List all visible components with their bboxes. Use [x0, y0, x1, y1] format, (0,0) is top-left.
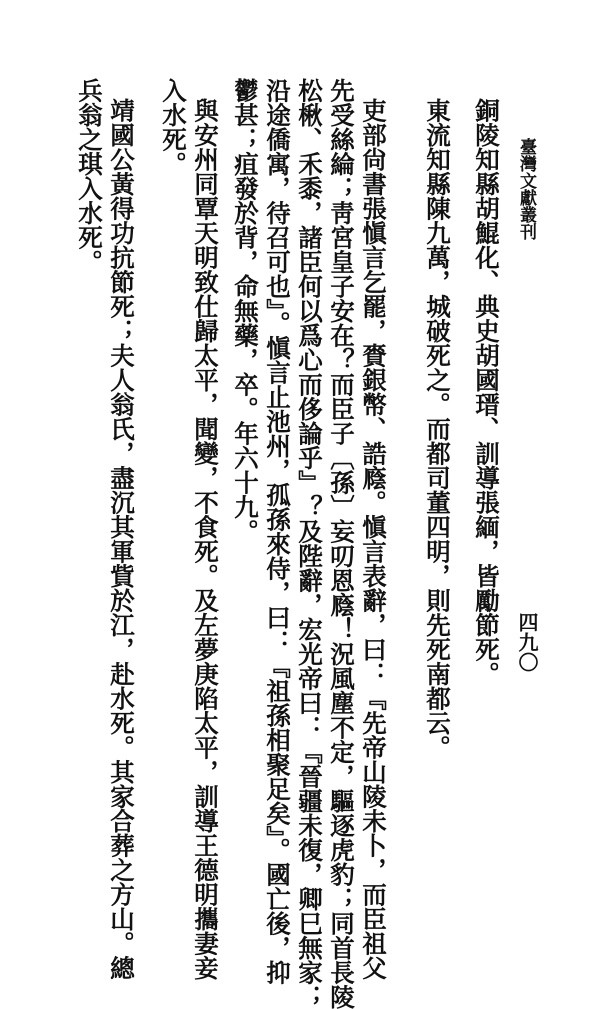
running-title: 臺灣文獻叢刊: [516, 138, 536, 240]
text-column: 沿途僑寓，待召可也』。愼言止池州，孤孫來侍，曰：『祖孫相聚足矣』。國亡後，抑: [263, 78, 292, 985]
text-column: 與安州同覃天明致仕歸太平，聞變，不食死。及左夢庚陷太平，訓導王德明攜妻妾: [191, 98, 220, 980]
text-column: 松楸、禾黍，諸臣何以爲心而侈論乎』？及陛辭，宏光帝曰：『晉疆未復，卿巳無家；: [295, 78, 324, 1009]
text-column: 鬱甚；疽發於背，命無藥，卒。年六十九。: [231, 78, 260, 544]
text-column: 銅陵知縣胡鯤化、典史胡國瑨、訓導張緬，皆勵節死。: [472, 98, 501, 686]
text-column: 吏部尙書張愼言乞罷，賚銀幣、誥廕。愼言表辭，曰：『先帝山陵未卜，而臣祖父: [359, 98, 388, 980]
text-column: 先受絲綸；靑宮皇子安在？而臣子〔孫〕妄叨恩廕！況風塵不定，驅逐虎豹；同首長陵: [327, 78, 356, 1009]
text-column: 兵翁之琪入水死。: [75, 78, 104, 274]
page-number: 四九〇: [515, 612, 539, 672]
text-column: 東流知縣陳九萬，城破死之。而都司董四明，則先死南都云。: [423, 98, 452, 760]
text-column: 入水死。: [159, 78, 188, 176]
text-column: 靖國公黃得功抗節死；夫人翁氏，盡沉其軍貲於江，赴水死。其家合葬之方山。總: [107, 98, 136, 980]
